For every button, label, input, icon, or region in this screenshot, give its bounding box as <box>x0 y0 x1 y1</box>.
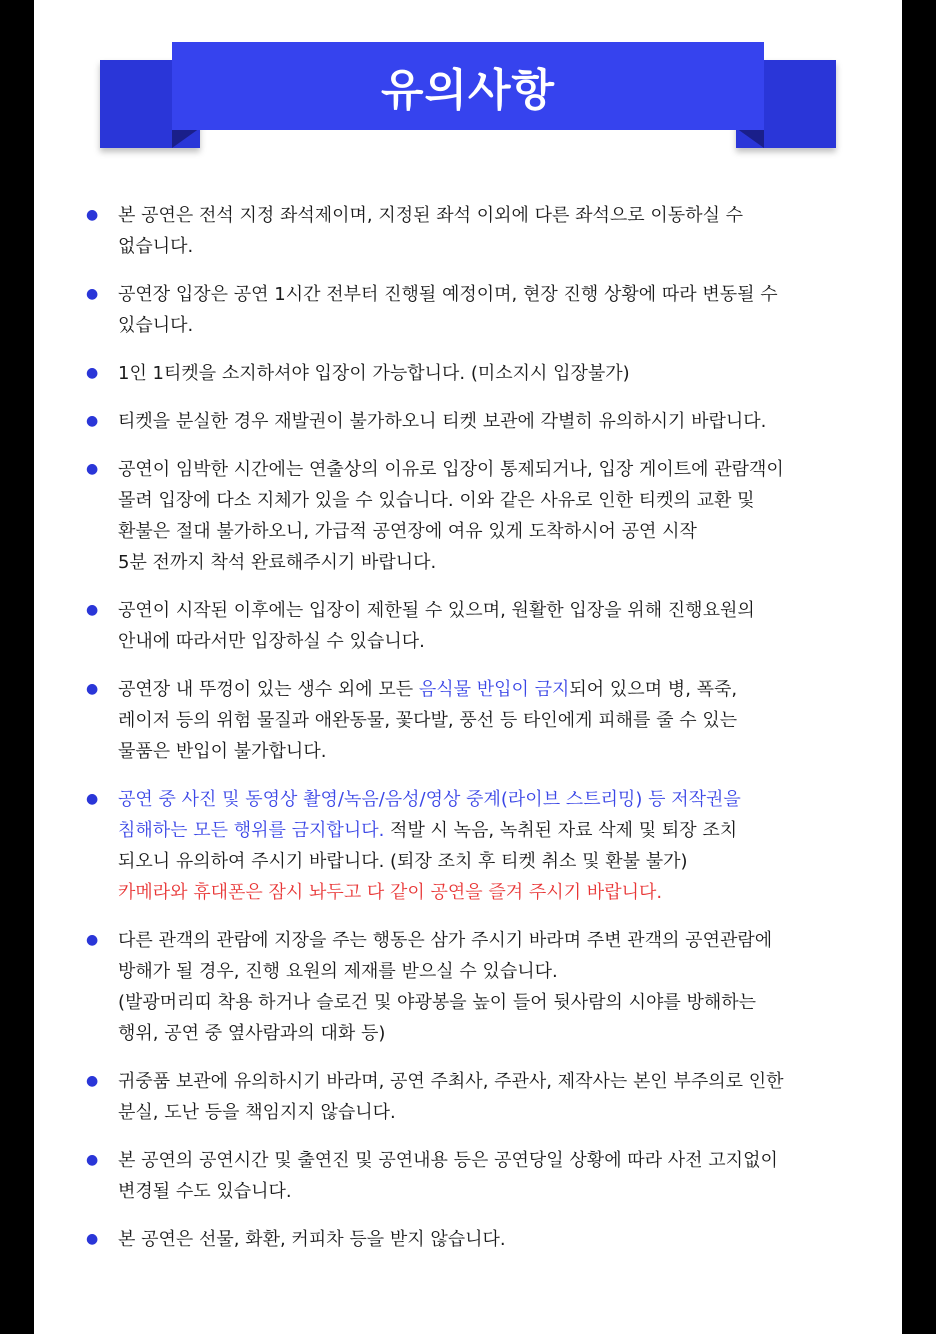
note-text: 티켓을 분실한 경우 재발권이 불가하오니 티켓 보관에 각별히 유의하시기 바랍니다. <box>118 411 767 432</box>
note-text: 공연장 내 뚜껑이 있는 생수 외에 모든 <box>118 679 419 700</box>
bullet-icon: ● <box>86 1073 99 1089</box>
list-item <box>34 200 902 262</box>
bullet-icon: ● <box>86 1152 99 1168</box>
note-text: 안내에 따라서만 입장하실 수 있습니다. <box>118 631 425 652</box>
note-text: 5분 전까지 착석 완료해주시기 바랍니다. <box>118 552 437 573</box>
note-text: 공연이 시작된 이후에는 입장이 제한될 수 있으며, 원활한 입장을 위해 진행요원의 <box>118 600 755 621</box>
warning-text: 카메라와 휴대폰은 잠시 놔두고 다 같이 공연을 즐겨 주시기 바랍니다. <box>118 882 663 903</box>
highlight-text: 공연 중 사진 및 동영상 촬영/녹음/음성/영상 중계(라이브 스트리밍) 등 저작권을 <box>118 789 741 810</box>
note-text: 방해가 될 경우, 진행 요원의 제재를 받으실 수 있습니다. <box>118 961 558 982</box>
bullet-icon: ● <box>86 602 99 618</box>
list-item <box>34 1066 902 1128</box>
note-text: 본 공연은 선물, 화환, 커피차 등을 받지 않습니다. <box>118 1229 506 1250</box>
list-item <box>34 406 902 437</box>
bullet-icon: ● <box>86 461 99 477</box>
ribbon-left-fold <box>172 128 200 148</box>
notice-list <box>34 200 902 1272</box>
list-item <box>34 454 902 578</box>
bullet-icon: ● <box>86 286 99 302</box>
list-item <box>34 1145 902 1207</box>
note-text: 다른 관객의 관람에 지장을 주는 행동은 삼가 주시기 바라며 주변 관객의 공연관람에 <box>118 930 773 951</box>
list-item <box>34 925 902 1049</box>
note-text: 행위, 공연 중 옆사람과의 대화 등) <box>118 1023 386 1044</box>
bullet-icon: ● <box>86 932 99 948</box>
title-banner <box>34 0 902 170</box>
bullet-icon: ● <box>86 1231 99 1247</box>
note-text: 있습니다. <box>118 315 194 336</box>
note-text: 귀중품 보관에 유의하시기 바라며, 공연 주최사, 주관사, 제작사는 본인 부주의로 인한 <box>118 1071 784 1092</box>
note-text: 되오니 유의하여 주시기 바랍니다. (퇴장 조치 후 티켓 취소 및 환불 불가) <box>118 851 688 872</box>
note-text: 공연이 임박한 시간에는 연출상의 이유로 입장이 통제되거나, 입장 게이트에 관람객이 <box>118 459 784 480</box>
ribbon-right-fold <box>736 128 764 148</box>
bullet-icon: ● <box>86 413 99 429</box>
note-text: 1인 1티켓을 소지하셔야 입장이 가능합니다. (미소지시 입장불가) <box>118 363 630 384</box>
note-text: 적발 시 녹음, 녹취된 자료 삭제 및 퇴장 조치 <box>384 820 738 841</box>
note-text: 물품은 반입이 불가합니다. <box>118 741 327 762</box>
note-text: 없습니다. <box>118 236 194 257</box>
note-text: 본 공연은 전석 지정 좌석제이며, 지정된 좌석 이외에 다른 좌석으로 이동하실 수 <box>118 205 744 226</box>
list-item <box>34 279 902 341</box>
note-text: (발광머리띠 착용 하거나 슬로건 및 야광봉을 높이 들어 뒷사람의 시야를 방해하는 <box>118 992 757 1013</box>
highlight-text: 침해하는 모든 행위를 금지합니다. <box>118 820 385 841</box>
list-item <box>34 674 902 767</box>
note-text: 본 공연의 공연시간 및 출연진 및 공연내용 등은 공연당일 상황에 따라 사전 고지없이 <box>118 1150 778 1171</box>
highlight-text: 음식물 반입이 금지 <box>418 679 570 700</box>
ribbon-front <box>172 42 764 130</box>
bullet-icon: ● <box>86 791 99 807</box>
list-item <box>34 1224 902 1255</box>
note-text-line <box>118 674 880 705</box>
bullet-icon: ● <box>86 681 99 697</box>
bullet-icon: ● <box>86 365 99 381</box>
page-title: 유의사항 <box>380 65 555 116</box>
note-text: 환불은 절대 불가하오니, 가급적 공연장에 여유 있게 도착하시어 공연 시작 <box>118 521 697 542</box>
note-text: 변경될 수도 있습니다. <box>118 1181 292 1202</box>
bullet-icon: ● <box>86 207 99 223</box>
note-text: 공연장 입장은 공연 1시간 전부터 진행될 예정이며, 현장 진행 상황에 따라 변동될 수 <box>118 284 778 305</box>
list-item <box>34 358 902 389</box>
note-text: 몰려 입장에 다소 지체가 있을 수 있습니다. 이와 같은 사유로 인한 티켓의 교환 및 <box>118 490 755 511</box>
note-text: 분실, 도난 등을 책임지지 않습니다. <box>118 1102 396 1123</box>
note-text-line <box>118 815 880 846</box>
list-item <box>34 595 902 657</box>
list-item <box>34 784 902 908</box>
note-text: 레이저 등의 위험 물질과 애완동물, 꽃다발, 풍선 등 타인에게 피해를 줄 수 있는 <box>118 710 738 731</box>
notice-page <box>34 0 902 1334</box>
note-text: 되어 있으며 병, 폭죽, <box>569 679 738 700</box>
